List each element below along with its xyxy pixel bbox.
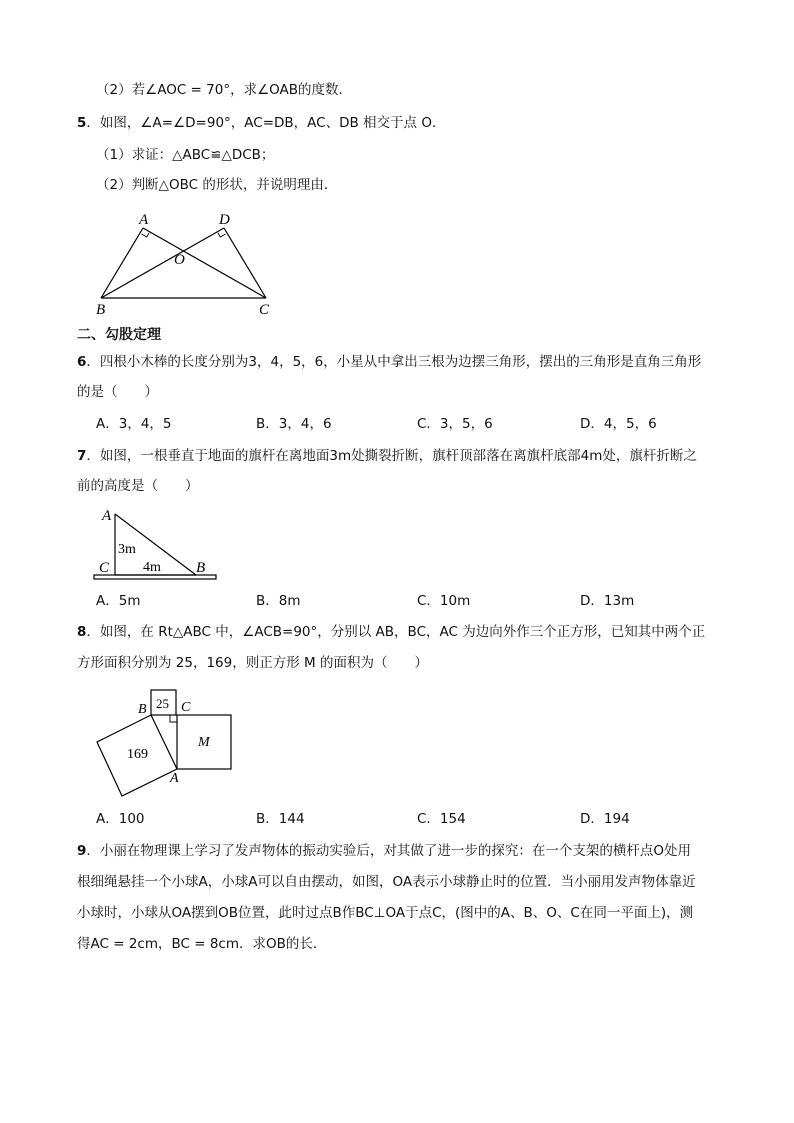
q8-line2: 方形面积分别为 25，169，则正方形 M 的面积为（ ） [77, 655, 428, 671]
q6-line2: 的是（ ） [77, 384, 158, 400]
q5-number: 5 [77, 115, 87, 131]
q8-option-a[interactable]: A．100 [96, 811, 145, 827]
q7-label-3m: 3m [118, 542, 136, 557]
q8-label-b: B [138, 702, 147, 717]
q6-option-b[interactable]: B．3，4，6 [256, 416, 332, 432]
q7-text: ．如图，一根垂直于地面的旗杆在离地面3m处撕裂折断，旗杆顶部落在离旗杆底部4m处，旗杆折断之 [86, 448, 697, 464]
q7-option-d[interactable]: D．13m [580, 593, 635, 609]
q5-text: ．如图，∠A=∠D=90°，AC=DB，AC、DB 相交于点 O． [86, 115, 446, 131]
q5-label-o: O [174, 252, 185, 268]
q9-line4: 得AC = 2cm，BC = 8cm．求OB的长． [77, 936, 327, 952]
q8-area-169: 169 [127, 747, 148, 762]
q7-number: 7 [77, 448, 87, 464]
section-heading: 二、勾股定理 [77, 327, 161, 343]
q5-label-d: D [219, 212, 230, 228]
q9-text: ．小丽在物理课上学习了发声物体的振动实验后，对其做了进一步的探究：在一个支架的横杆点O处用 [86, 843, 692, 859]
q7-label-4m: 4m [143, 560, 161, 575]
q6-number: 6 [77, 354, 87, 370]
q8-label-a: A [170, 771, 179, 786]
q8-right-angle [170, 715, 177, 722]
q8-number: 8 [77, 624, 87, 640]
q7-label-c: C [99, 560, 110, 576]
q5-part2: （2）判断△OBC 的形状，并说明理由． [96, 177, 338, 193]
q8-text: ．如图，在 Rt△ABC 中，∠ACB=90°，分别以 AB，BC，AC 为边向外作三个正方形，已知其中两个正 [86, 624, 706, 640]
q9-line2: 根细绳悬挂一个小球A，小球A可以自由摆动，如图，OA表示小球静止时的位置．当小丽用发声物体靠近 [77, 874, 696, 890]
q8-option-d[interactable]: D．194 [580, 811, 630, 827]
q5-label-c: C [259, 302, 270, 318]
q7-label-b: B [196, 560, 206, 576]
q6-option-c[interactable]: C．3，5，6 [417, 416, 493, 432]
q8-option-b[interactable]: B．144 [256, 811, 305, 827]
q8-area-25: 25 [156, 696, 169, 711]
q7-option-a[interactable]: A．5m [96, 593, 141, 609]
q7-line2: 前的高度是（ ） [77, 478, 199, 494]
q7-option-c[interactable]: C．10m [417, 593, 471, 609]
q6-text: ．四根小木棒的长度分别为3，4，5，6，小星从中拿出三根为边摆三角形，摆出的三角形是直角三角形 [86, 354, 702, 370]
q9-line3: 小球时，小球从OA摆到OB位置，此时过点B作BC⊥OA于点C，(图中的A、B、O、C在同一平面上)，测 [77, 905, 694, 921]
q8-label-c: C [181, 700, 191, 715]
q8-label-m: M [198, 735, 210, 750]
q7-option-b[interactable]: B．8m [256, 593, 301, 609]
q9-number: 9 [77, 843, 87, 859]
q5-label-a: A [139, 212, 149, 228]
q5-label-b: B [96, 302, 106, 318]
q4-part2: （2）若∠AOC = 70°，求∠OAB的度数． [96, 82, 353, 98]
q5-part1: （1）求证：△ABC≌△DCB； [96, 147, 275, 163]
q8-option-c[interactable]: C．154 [417, 811, 466, 827]
q6-option-a[interactable]: A．3，4，5 [96, 416, 172, 432]
q7-label-a: A [102, 508, 112, 524]
q9-line1 [77, 841, 691, 861]
q6-option-d[interactable]: D．4，5，6 [580, 416, 657, 432]
